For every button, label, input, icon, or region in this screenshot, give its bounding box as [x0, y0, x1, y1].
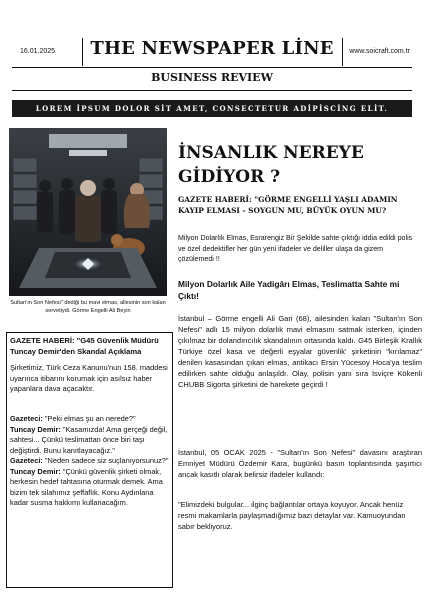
article-subheadline: GAZETE HABERİ: "GÖRME ENGELLİ YAŞLI ADAMIN KAYIP ELMASI - SOYGUN MU, BÜYÜK OYUN MU? — [178, 195, 398, 215]
dialog-speaker: Tuncay Demir: — [10, 424, 61, 434]
sidebar-title: GAZETE HABERİ: "G45 Güvenlik Müdürü Tuncay Demir'den Skandal Açıklama — [10, 336, 159, 356]
dialog-line — [10, 414, 170, 425]
section-subtitle: BUSINESS REVIEW — [151, 71, 273, 84]
dialog-speaker: Tuncay Demir: — [10, 466, 61, 476]
masthead-rule-top — [12, 67, 412, 68]
article-body-quote: "Elimizdeki bulgular... ilginç bağlantılar ortaya koyuyor. Ancak henüz resmi makamlarla paylaşmadığımız bazı detaylar var. Kamuoyundan sabır bekliyoruz. — [178, 500, 406, 531]
dialog-speaker: Gazeteci: — [10, 414, 43, 423]
dialog-line — [10, 425, 170, 457]
pull-quote-title: Milyon Dolarlık Aile Yadigârı Elmas, Teslimatta Sahte mi Çıktı! — [178, 279, 400, 301]
article-body-paragraph: İstanbul – Görme engelli Ali Gari (68), ailesinden kalan "Sultan'ın Son Nefesi" adlı 15 milyon dolarlık mavi elmasını satmak isterken, içinden çıkılmaz bir dolandırıcılık skandalının ortasında kaldı. G45 Birleşik Krallık Türkiye özel kasa ve değerli eşyalar güvenlik' şirketinin "kırılamaz" denilen kasasından çıkan elmas, antikacı Ersin Yücesoy Hoca'ya teslim edilirken sahte olduğu anlaşıldı. Olay, polisin yanı sıra İsviçre Kökenli CHUBB Sigorta şirketini de harekete geçirdi ! — [178, 314, 422, 389]
dialog-line — [10, 456, 170, 467]
dialog-text: "Çünkü güvenlik şirketi olmak, herkesin hedef tahtasına oturmak demek. Ama bizim tek silahımız şeffaflık. Konu Aydınlana kadar susma hakkımı kullanacağım. — [10, 466, 163, 507]
tagline-banner: LOREM İPSUM DOLOR SİT AMET, CONSECTETUR ADİPİSCİNG ELİT. — [12, 100, 412, 117]
masthead-rule-bottom — [12, 90, 412, 91]
issue-date: 16.01.2025 — [20, 48, 56, 55]
vault-scene-image — [9, 128, 167, 296]
dialog-line — [10, 467, 170, 509]
dialog-text: "Peki elmas şu an nerede?" — [42, 414, 136, 423]
newspaper-title: THE NEWSPAPER LİNE — [90, 38, 334, 59]
sidebar-intro: Şirketimiz, Türk Ceza Kanunu'nun 158. maddesi uyarınca itibarını korumak için asılsız haber yapanlara dava açacaktır. — [10, 363, 168, 393]
photo-caption: Sultan'ın Son Nefesi" dediği bu mavi elmas, allesinin son kalan servetiydi. Görme Engelli Ali Beyin — [10, 300, 166, 314]
dialog-speaker: Gazeteci: — [10, 456, 43, 465]
website-link[interactable]: www.soicraft.com.tr — [349, 48, 410, 55]
dialog-text: "Kasamızda! Ama gerçeği değil, sahtesi... Çünkü teslimattan önce biri taşı değiştirdi. Bunu kanıtlayacağız." — [10, 424, 168, 455]
article-headline: İNSANLIK NEREYE GİDİYOR ? — [178, 143, 364, 187]
article-lead: Milyon Dolarlık Elmas, Esrarengiz Bir Şekilde sahte çıktığı iddia edildi polis ve özel dedektifler her gün yeni ifadeler ve deliller ulaşa da gizem çözülemedi !! — [178, 234, 413, 263]
dialog-text: "Neden sadece siz suçlanıyorsunuz?" — [42, 456, 169, 465]
masthead-divider-left — [82, 38, 83, 66]
article-body-paragraph: İstanbul, 05 OCAK 2025 - "Sultan'ın Son Nefesi" davasını araştıran Emniyet Müdürü Özdemir Kara, bugünkü basın toplantısında şaşırtıcı ancak kasıtlı olarak belirsiz ifadeler kullandı: — [178, 448, 422, 479]
interview-dialog — [10, 414, 170, 509]
article-photo — [9, 128, 167, 296]
masthead-divider-right — [342, 38, 343, 66]
